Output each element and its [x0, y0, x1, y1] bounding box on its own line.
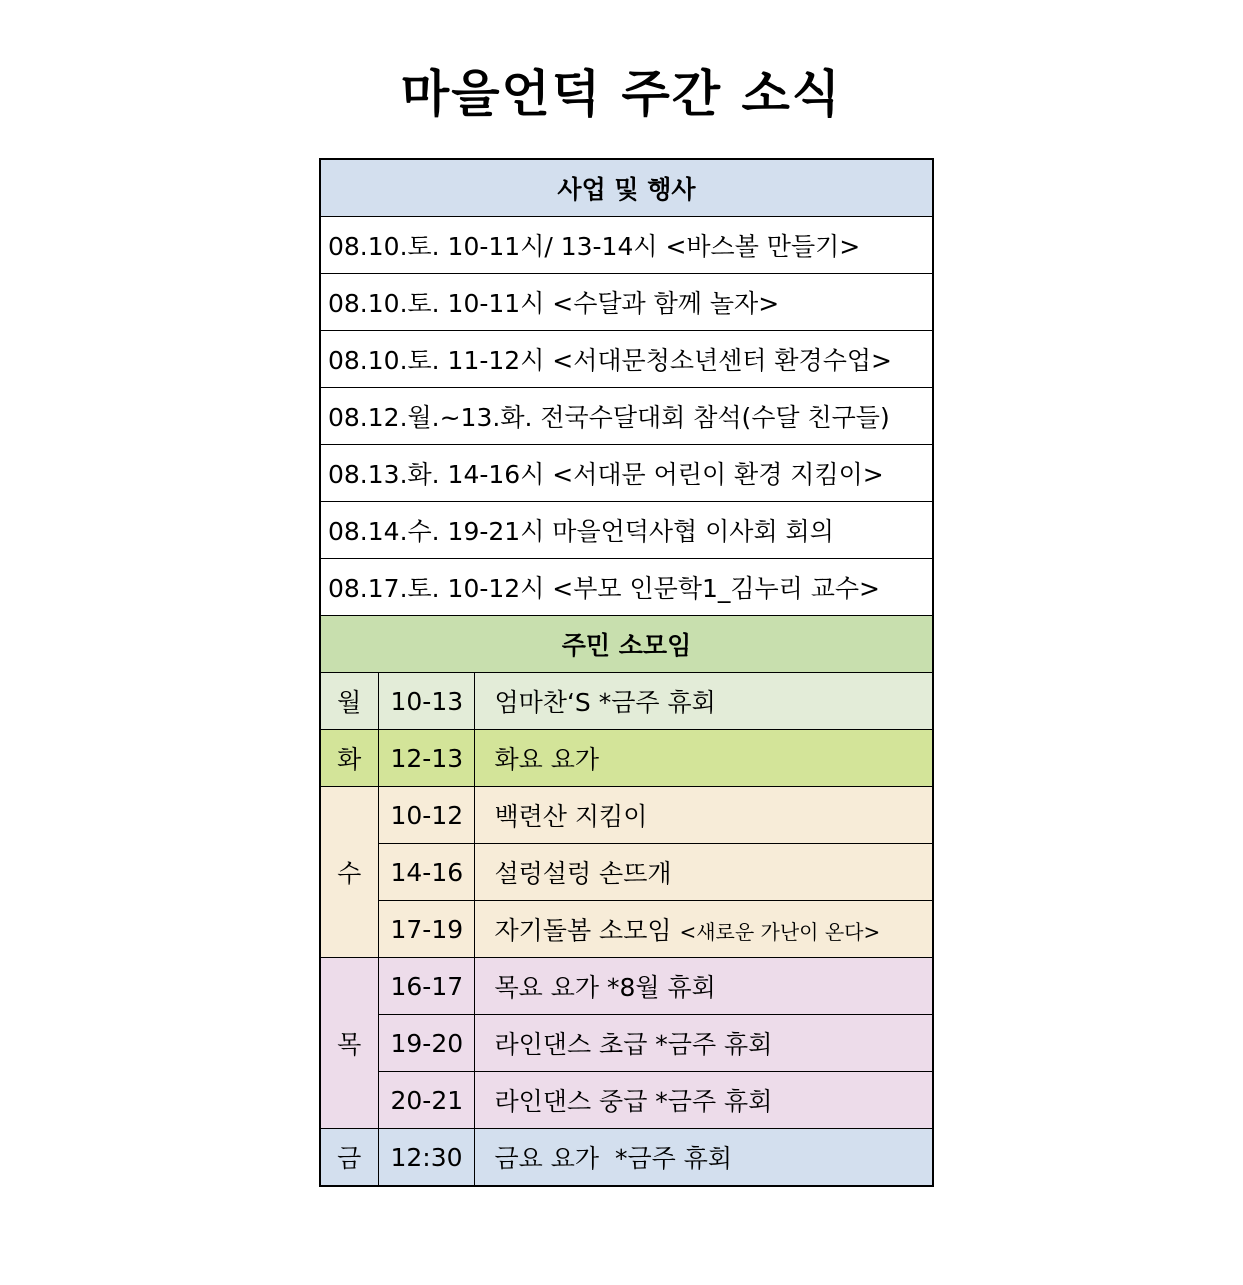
group-row [320, 958, 933, 1015]
event-row [320, 502, 933, 559]
event-item: 08.10.토. 10-11시 <수달과 함께 놀자> [320, 274, 933, 331]
activity-text: 라인댄스 초급 *금주 휴회 [494, 1030, 773, 1059]
group-row [320, 901, 933, 958]
event-item: 08.14.수. 19-21시 마을언덕사협 이사회 회의 [320, 502, 933, 559]
event-row [320, 559, 933, 616]
group-row [320, 1015, 933, 1072]
event-item: 08.17.토. 10-12시 <부모 인문학1_김누리 교수> [320, 559, 933, 616]
event-row [320, 274, 933, 331]
time-cell: 14-16 [378, 844, 474, 901]
newsletter-table [319, 158, 934, 1187]
event-item: 08.10.토. 11-12시 <서대문청소년센터 환경수업> [320, 331, 933, 388]
activity-text: 목요 요가 *8월 휴회 [494, 973, 716, 1002]
group-row [320, 730, 933, 787]
activity-cell [474, 1015, 933, 1072]
event-item: 08.12.월.~13.화. 전국수달대회 참석(수달 친구들) [320, 388, 933, 445]
activity-cell [474, 673, 933, 730]
activity-text: 라인댄스 중급 *금주 휴회 [494, 1087, 773, 1116]
event-item: 08.10.토. 10-11시/ 13-14시 <바스볼 만들기> [320, 217, 933, 274]
time-cell: 16-17 [378, 958, 474, 1015]
activity-text: 엄마찬‘S *금주 휴회 [494, 688, 716, 717]
activity-cell [474, 844, 933, 901]
group-row [320, 1072, 933, 1129]
activity-text: 백련산 지킴이 [494, 802, 648, 831]
time-cell: 20-21 [378, 1072, 474, 1129]
event-row [320, 331, 933, 388]
day-cell-wed: 수 [320, 787, 378, 958]
group-row [320, 1129, 933, 1187]
activity-cell [474, 730, 933, 787]
groups-header: 주민 소모임 [320, 616, 933, 673]
day-cell-tue: 화 [320, 730, 378, 787]
activity-cell [474, 958, 933, 1015]
day-cell-thu: 목 [320, 958, 378, 1129]
activity-cell [474, 901, 933, 958]
day-cell-fri: 금 [320, 1129, 378, 1187]
group-row [320, 844, 933, 901]
event-row [320, 217, 933, 274]
activity-text: 자기돌봄 소모임 [494, 916, 672, 945]
events-header-row [320, 159, 933, 217]
events-header: 사업 및 행사 [320, 159, 933, 217]
activity-text: 금요 요가 *금주 휴회 [494, 1144, 732, 1173]
groups-header-row [320, 616, 933, 673]
event-row [320, 388, 933, 445]
group-row [320, 787, 933, 844]
activity-cell [474, 1129, 933, 1187]
day-cell-mon: 월 [320, 673, 378, 730]
event-row [320, 445, 933, 502]
activity-text: 설렁설렁 손뜨개 [494, 859, 672, 888]
time-cell: 10-13 [378, 673, 474, 730]
activity-cell [474, 1072, 933, 1129]
time-cell: 12:30 [378, 1129, 474, 1187]
time-cell: 19-20 [378, 1015, 474, 1072]
time-cell: 17-19 [378, 901, 474, 958]
time-cell: 10-12 [378, 787, 474, 844]
time-cell: 12-13 [378, 730, 474, 787]
activity-text: 화요 요가 [494, 745, 600, 774]
activity-note: <새로운 가난이 온다> [679, 920, 881, 944]
activity-cell [474, 787, 933, 844]
group-row [320, 673, 933, 730]
page-title: 마을언덕 주간 소식 [400, 65, 843, 123]
event-item: 08.13.화. 14-16시 <서대문 어린이 환경 지킴이> [320, 445, 933, 502]
